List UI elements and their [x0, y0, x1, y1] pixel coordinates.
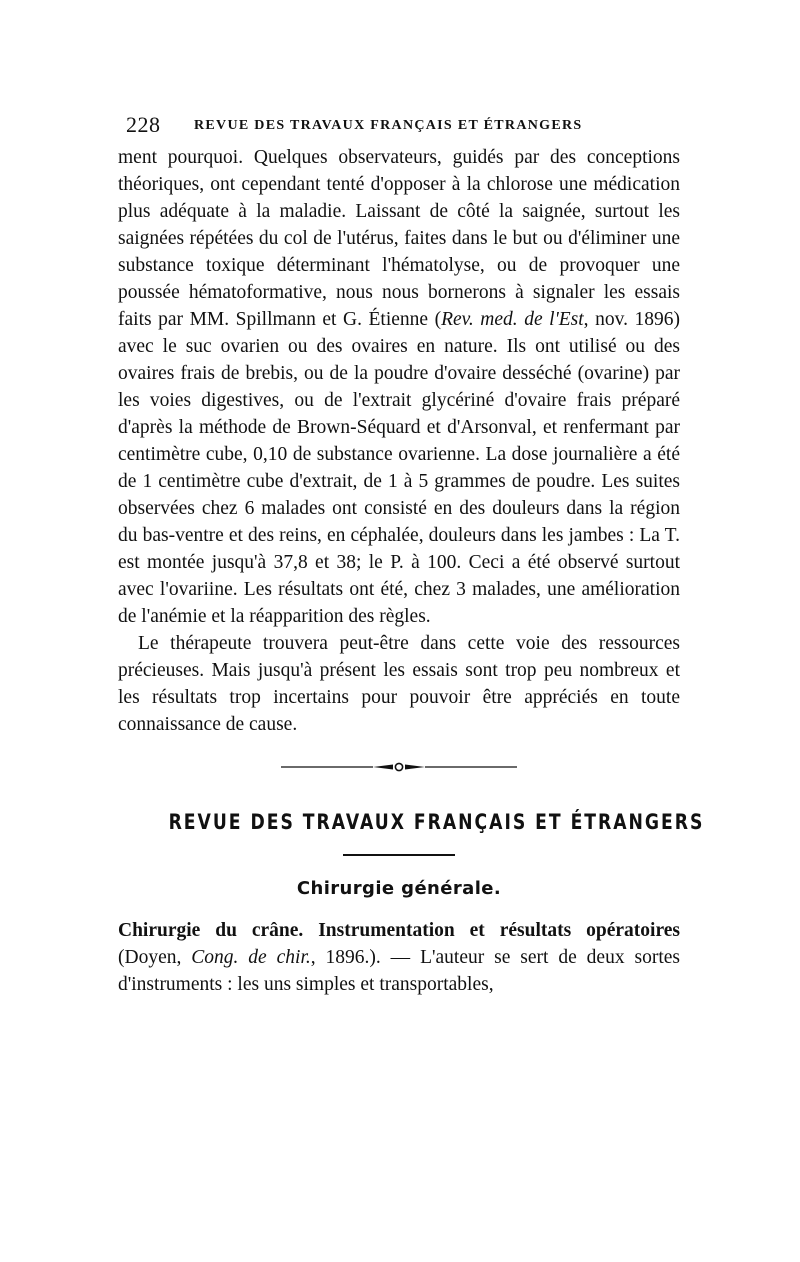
page-number: 228: [126, 112, 161, 137]
paragraph-text-part-2: , nov. 1896) avec le suc ovarien ou des ovaires en nature. Ils ont utilisé ou des ovaires frais de brebis, ou de la poudre d'ovaire desséché (ovarine) par les voies digestives, ou de l'extrait glycériné d'ovaire frais préparé d'après la méthode de Brown-Séquard et d'Arsonval, et renfermant par centimètre cube, 0,10 de substance ovarienne. La dose journalière a été de 1 centimètre cube d'extrait, de 1 à 5 grammes de poudre. Les suites observées chez 6 malades ont consisté en des douleurs dans la région du bas-ventre et des reins, en céphalée, douleurs dans les jambes : La T. est montée jusqu'à 37,8 et 38; le P. à 100. Ceci a été observé surtout avec l'ovariine. Les résultats ont été, chez 3 malades, une amélioration de l'anémie et la réapparition des règles.: [118, 309, 680, 627]
main-text: [118, 144, 680, 738]
article-entry: [118, 917, 680, 998]
article-author: (Doyen,: [118, 947, 192, 968]
journal-citation: Rev. med. de l'Est: [441, 309, 584, 330]
running-header: [118, 112, 680, 144]
paragraph-conclusion: Le thérapeute trouvera peut-être dans cette voie des ressources précieuses. Mais jusqu'à présent les essais sont trop peu nombreux et les résultats trop incertains pour pouvoir être appréciés en toute connaissance de cause.: [118, 633, 680, 735]
article-text: L'auteur se sert de deux sortes d'instruments : les uns simples et transportables,: [118, 947, 680, 995]
ornamental-divider-icon: [281, 760, 517, 774]
section-title: REVUE DES TRAVAUX FRANÇAIS ET ÉTRANGERS: [168, 810, 705, 834]
article-source-tail: , 1896.). —: [310, 947, 421, 968]
book-page: [118, 112, 705, 998]
subsection-title: Chirurgie générale.: [296, 878, 502, 899]
article-source: Cong. de chir.: [191, 947, 311, 968]
section-rule: [343, 854, 455, 856]
paragraph-chlorosis-treatment: [118, 144, 680, 630]
running-title: REVUE DES TRAVAUX FRANÇAIS ET ÉTRANGERS: [194, 118, 583, 133]
paragraph-text-part-1: ment pourquoi. Quelques observateurs, guidés par des conceptions théoriques, ont cependant tenté d'opposer à la chlorose une médication plus adéquate à la maladie. Laissant de côté la saignée, surtout les saignées répétées du col de l'utérus, faites dans le but ou d'éliminer une substance toxique déterminant l'hématolyse, ou de provoquer une poussée hématoformative, nous nous bornerons à signaler les essais faits par MM. Spillmann et G. Étienne (: [118, 147, 680, 330]
article-heading: Chirurgie du crâne. Instrumentation et résultats opératoires: [118, 920, 680, 941]
